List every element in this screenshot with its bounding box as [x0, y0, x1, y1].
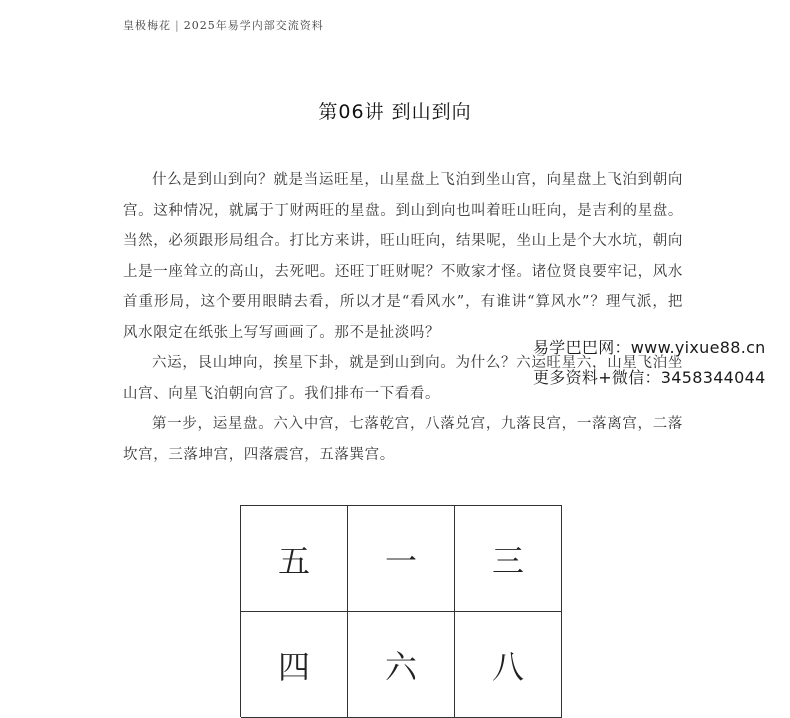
- paragraph-2: 六运，艮山坤向，挨星下卦，就是到山到向。为什么？六运旺星六，山星飞泊坐山宫、向星飞泊朝向宫了。我们排布一下看看。: [123, 355, 683, 402]
- watermark: [533, 333, 766, 393]
- grid-cell: 五: [241, 506, 348, 612]
- grid-cell: 四: [241, 612, 348, 718]
- watermark-site: 易学巴巴网：www.yixue88.cn: [533, 338, 766, 357]
- paragraph-1: 什么是到山到向？就是当运旺星，山星盘上飞泊到坐山宫，向星盘上飞泊到朝向宫。这种情况，就属于丁财两旺的星盘。到山到向也叫着旺山旺向，是吉利的星盘。当然，必须跟形局组合。打比方来讲，旺山旺向，结果呢，坐山上是个大水坑，朝向上是一座耸立的高山，去死吧。还旺丁旺财呢？不败家才怪。诸位贤良要牢记，风水首重形局，这个要用眼睛去看，所以才是“看风水”，有谁讲“算风水”？理气派，把风水限定在纸张上写写画画了。那不是扯淡吗？: [123, 172, 683, 341]
- grid-cell: 六: [348, 612, 455, 718]
- body-text: [123, 165, 683, 470]
- grid-cell: 一: [348, 506, 455, 612]
- running-header: [123, 17, 324, 33]
- header-subtitle: 2025年易学内部交流资料: [183, 19, 324, 32]
- book-name: 皇极梅花: [123, 19, 171, 32]
- lecture-title: 第06讲 到山到向: [318, 101, 472, 123]
- header-separator: |: [175, 19, 180, 32]
- paragraph-3: 第一步，运星盘。六入中宫，七落乾宫，八落兑宫，九落艮宫，一落离宫，二落坎宫，三落坤宫，四落震宫，五落巽宫。: [123, 416, 683, 463]
- luo-shu-grid: [240, 505, 562, 717]
- grid-cell: 八: [455, 612, 562, 718]
- watermark-contact: 更多资料+微信：3458344044: [533, 368, 766, 387]
- grid-cell: 三: [455, 506, 562, 612]
